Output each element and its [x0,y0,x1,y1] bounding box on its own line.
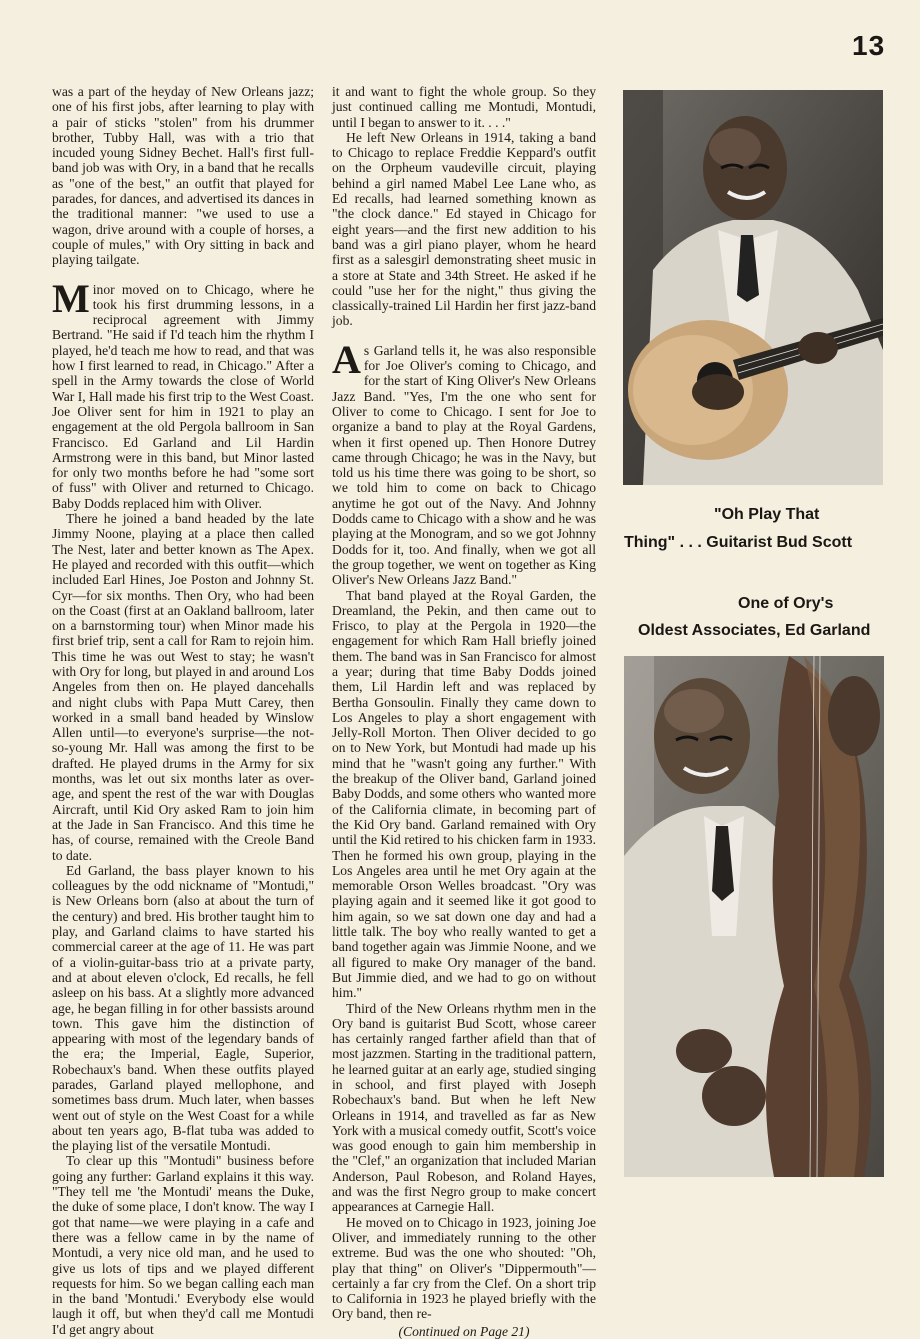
photo-ed-garland-image [624,656,884,1177]
paragraph: He left New Orleans in 1914, taking a band to Chicago to replace Freddie Keppard's outfit on the Orpheum vaudeville circuit, playing behind a girl named Mabel Lee Lane who, as Ed recalls, had learned something known as "the clock dance." Ed stayed in Chicago for eight years—and the first new addition to his band was a girl piano player, whom he heard first as a salesgirl demonstrating sheet music in a store at State and 34th Street. He asked if he could "use her for the night," thus giving the classically-trained Lil Hardin her first jazz-band job. [332,129,596,329]
photo-ed-garland [624,656,884,1177]
page-number: 13 [852,30,886,61]
photo-bud-scott [623,90,883,485]
article-column-left [52,84,314,1337]
paragraph: There he joined a band headed by the late Jimmy Noone, playing at a place then called The Nest, later and better known as The Apex. He played and recorded with this outfit—which included Earl Hines, Joe Poston and Johnny St. Cyr—for six months. Then Ory, who had been on the Coast (first at an Oakland ballroom, later on a barnstorming tour) when Minor made his first brief trip, sent a call for Ram to rejoin him. This time he was out West to stay; he wasn't with Ory for long, but played in and around Los Angeles from then on. He played dancehalls and night clubs with Papa Mutt Carey, then worked in a small band headed by Winslow Allen until—to everyone's surprise—the not-so-young Mr. Hall was among the first to be drafted. He played drums in the Army for six months, was let out six months later as over-age, and spent the rest of the war with Douglas Aircraft, until Kid Ory asked Ram to join him at the Jade in San Francisco. And this time he has, of course, remained with the Creole Band to date. [52,511,314,863]
paragraph: He moved on to Chicago in 1923, joining Joe Oliver, and immediately running to the other extreme. Bud was the one who shouted: "Oh, play that thing" on Oliver's "Dippermouth"—certainly a far cry from the Clef. On a short trip to California in 1923 he played briefly with the Ory band, then re- [332,1214,596,1322]
paragraph: Third of the New Orleans rhythm men in the Ory band is guitarist Bud Scott, whose career has certainly ranged farther afield than that of most jazzmen. Starting in the traditional pattern, he learned guitar at an early age, studied singing in school, and first played with Joseph Robechaux's band. But when he left New Orleans in 1914, and travelled as far as New York with a musical comedy outfit, Scott's voice was good enough to gain him membership in the "Clef," an organization that included Marian Anderson, Paul Robeson, and Roland Hayes, and was the first Negro group to make concert appearances at Carnegie Hall. [332,1000,596,1215]
caption-bud-scott-line-2: Thing" . . . Guitarist Bud Scott [624,534,853,551]
caption-ed-garland-line-2: Oldest Associates, Ed Garland [638,622,871,639]
photo-bud-scott-image [623,90,883,485]
paragraph: it and want to fight the whole group. So they just continued calling me Montudi, Montudi, until I began to answer to it. . . ." [332,84,596,130]
paragraph: That band played at the Royal Garden, the Dreamland, the Pekin, and then came out to Frisco, to play at the Pergola in 1920—the engagement for which Ram Hall briefly joined them. The band was in San Francisco for almost a year; during that time Baby Dodds joined them, Lil Hardin left and was replaced by Bertha Gonsoulin. Finally they came down to Los Angeles to play a short engagement with Jelly-Roll Morton. Then Oliver decided to go on to New York, but Montudi had made up his mind that he "wasn't going any further." With the breakup of the Oliver band, Garland joined Baby Dodds, and some others who wanted more of the California climate, in becoming part of the Kid Ory band. Garland remained with Ory until the Kid retired to his chicken farm in 1933. Then he formed his own group, playing in the Los Angeles area until he met Ory again at the memorable Orson Welles broadcast. "Ory was playing again and it seemed like it got good to him again, so we sat down one day and had a little talk. The boy who really wanted to get a band together again was Jimmie Noone, and we all figured to make Ory manager of the band. But Jimmie died, and we had to go on without him." [332,587,596,1001]
paragraph: As Garland tells it, he was also responsible for Joe Oliver's coming to Chicago, and for the start of King Oliver's New Orleans Jazz Band. "Yes, I'm the one who sent for Oliver to come to Chicago. I sent for Joe to organize a band to play at the Royal Gardens, when it first opened up. Then Honore Dutrey came through Chicago; he was in the Navy, but told us his time there was going to be short, so we told him to come on back to Chicago anytime he got out of the Navy. And Johnny Dodds came to Chicago with a show and he was playing at the Monogram, and so we got Johnny Dodds for it, too. And finally, when we got all the group together, we went on together as King Oliver's New Orleans Jazz Band." [332,336,596,588]
caption-ed-garland-line-1: One of Ory's [738,595,834,612]
continued-notice: (Continued on Page 21) [398,1323,530,1339]
paragraph: was a part of the heyday of New Orleans jazz; one of his first jobs, after learning to play with a pair of sticks "stolen" from his drummer brother, Tubby Hall, was with a trio that incuded young Sidney Bechet. Hall's first full-band job was with Ory, in a band that he recalls as "one of the best," an outfit that played for parades, for dances, and advertised its dances in the traditional manner: "we used to use a wagon, drive around with a couple of horses, a couple of mules," with Ory sitting in back and playing tailgate. [52,84,314,268]
paragraph: To clear up this "Montudi" business before going any further: Garland explains it this way. "They tell me 'the Montudi' means the Duke, the duke of some place, I don't know. The way I got that name—we were playing in a cafe and there was a fellow came in by the name of Montudi, a very nice old man, and he used to give us lots of tips and we played different requests for him. So we began calling each man in the band 'Montudi.' Everybody else would laugh it off, but when they'd call me Montudi I'd get angry about [52,1153,314,1337]
caption-bud-scott-line-1: "Oh Play That [714,506,820,523]
paragraph: Minor moved on to Chicago, where he took his first drumming lessons, in a reciprocal agreement with Jimmy Bertrand. "He said if I'd teach him the rhythm I played, he'd teach me how to read, and that was how I first learned to read, in Chicago." After a spell in the Army towards the close of World War I, Hall made his first trip to the West Coast. Joe Oliver sent for him in 1921 to play an engagement at the old Pergola ballroom in San Francisco. Ed Garland and Lil Hardin Armstrong were in this band, but Minor lasted for only two months before he had "some sort of fuss" with Oliver and returned to Chicago. Baby Dodds replaced him with Oliver. [52,275,314,511]
paragraph: Ed Garland, the bass player known to his colleagues by the odd nickname of "Montudi," is New Orleans born (also at about the turn of the century) and bred. His brother taught him to play, and Garland claims to have started his commercial career at the age of 11. He was part of a violin-guitar-bass trio at a private party, and at about eleven o'clock, Ed recalls, he fell asleep on his bass. At a slightly more advanced age, he began filling in for other bassists around town. This gave him the distinction of appearing with most of the legendary bands of the era; the Imperial, Eagle, Superior, Robechaux's band. When these outfits played parades, Garland played mellophone, and sometimes bass drum. Much later, when basses went out of style on the West Coast for a while about ten years ago, B-flat tuba was added to the playing list of the versatile Montudi. [52,862,314,1154]
article-column-middle [332,84,596,1339]
